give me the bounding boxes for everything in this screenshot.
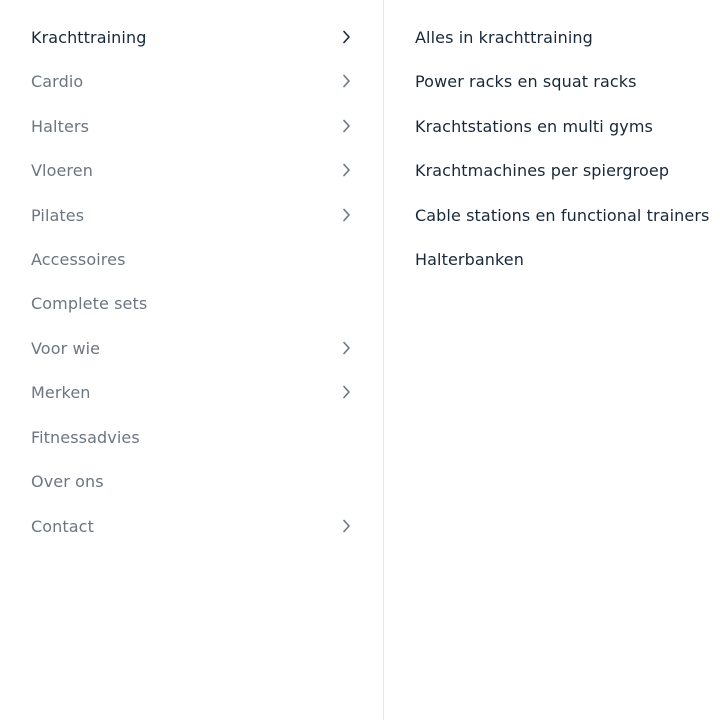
submenu-item-power-racks[interactable]: Power racks en squat racks — [415, 71, 637, 91]
main-menu-item-label: Merken — [31, 382, 91, 402]
main-menu-item-label: Complete sets — [31, 293, 148, 313]
submenu-item-cable-stations[interactable]: Cable stations en functional trainers — [415, 205, 710, 225]
main-menu-item-merken[interactable] — [31, 377, 353, 407]
chevron-right-icon — [339, 74, 353, 88]
chevron-right-icon — [339, 163, 353, 177]
chevron-right-icon — [339, 208, 353, 222]
main-menu-item-label: Cardio — [31, 71, 84, 91]
submenu-item-krachtmachines[interactable]: Krachtmachines per spiergroep — [415, 160, 670, 180]
main-menu-item-label: Over ons — [31, 471, 104, 491]
chevron-right-icon — [339, 519, 353, 533]
main-menu-item-label: Fitnessadvies — [31, 427, 140, 447]
main-menu-item-voor-wie[interactable] — [31, 333, 353, 363]
main-menu-item-label: Krachttraining — [31, 27, 147, 47]
main-menu-item-complete-sets[interactable] — [31, 288, 353, 318]
main-menu-item-pilates[interactable] — [31, 200, 353, 230]
main-menu-item-vloeren[interactable] — [31, 155, 353, 185]
submenu-panel — [384, 0, 720, 720]
main-menu-item-label: Accessoires — [31, 249, 126, 269]
main-menu-item-label: Halters — [31, 116, 90, 136]
main-menu-item-label: Vloeren — [31, 160, 93, 180]
main-menu-item-cardio[interactable] — [31, 66, 353, 96]
main-menu-item-over-ons[interactable] — [31, 466, 353, 496]
chevron-right-icon — [339, 385, 353, 399]
chevron-right-icon — [339, 119, 353, 133]
submenu-item-krachtstations[interactable]: Krachtstations en multi gyms — [415, 116, 653, 136]
chevron-right-icon — [339, 30, 353, 44]
main-menu-item-label: Pilates — [31, 205, 85, 225]
main-menu-item-halters[interactable] — [31, 111, 353, 141]
main-menu-item-label: Contact — [31, 516, 94, 536]
main-menu-item-fitnessadvies[interactable] — [31, 422, 353, 452]
main-menu-item-contact[interactable] — [31, 511, 353, 541]
submenu-item-halterbanken[interactable]: Halterbanken — [415, 249, 524, 269]
main-menu-item-accessoires[interactable] — [31, 244, 353, 274]
main-menu-item-krachttraining[interactable] — [31, 22, 353, 52]
main-menu-item-label: Voor wie — [31, 338, 101, 358]
chevron-right-icon — [339, 341, 353, 355]
submenu-item-alles-in-krachttraining[interactable]: Alles in krachttraining — [415, 27, 593, 47]
